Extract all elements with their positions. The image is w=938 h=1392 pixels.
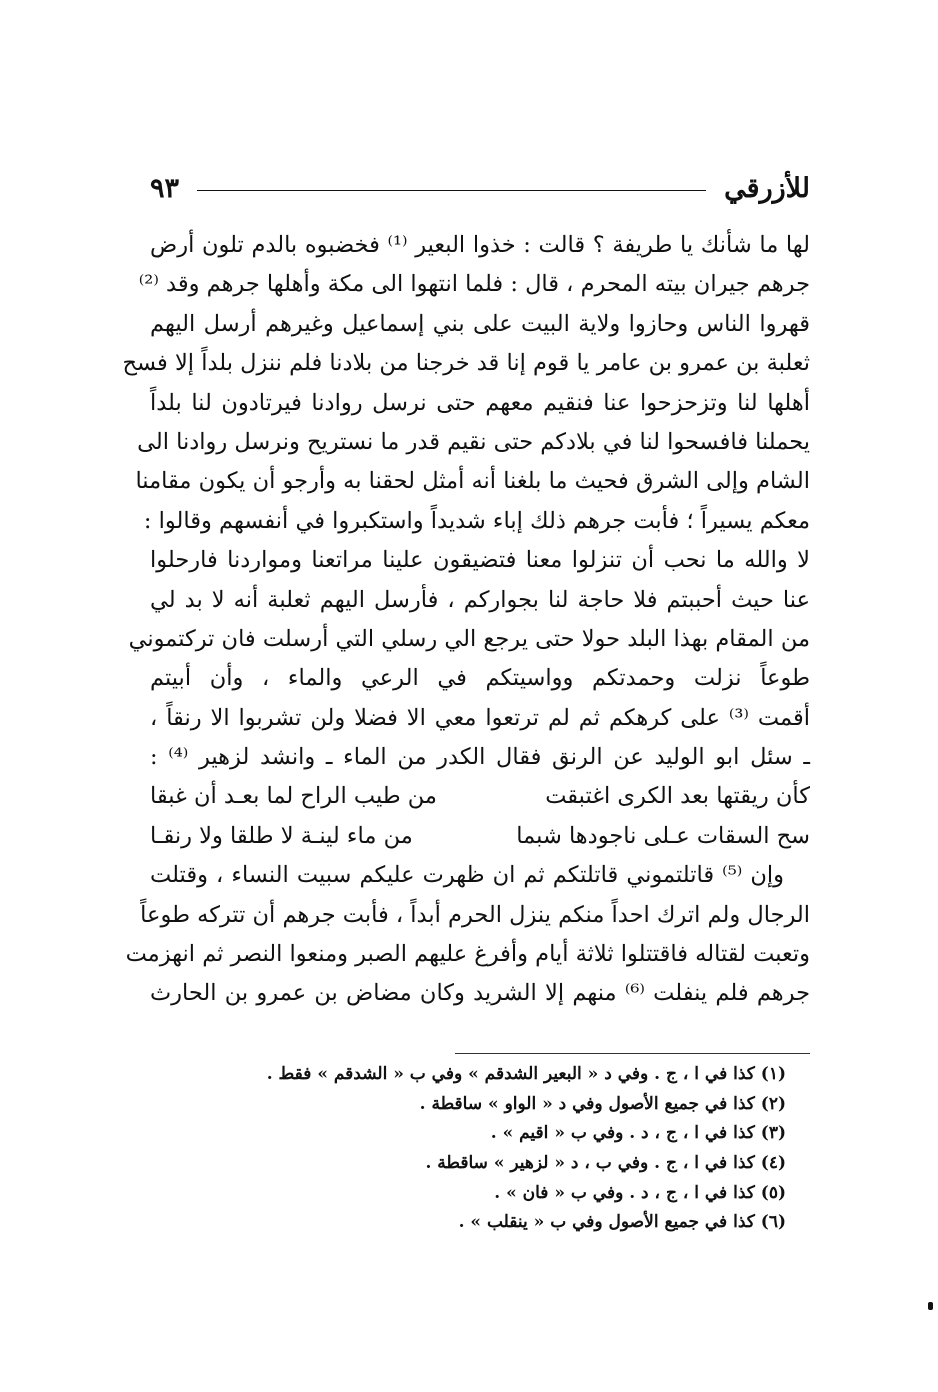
text-line: وتعبت لقتاله فاقتتلوا ثلاثة أيام وأفرغ عليهم الصبر ومنعوا النصر ثم انهزمت bbox=[125, 941, 810, 968]
text-line: أقمت ⁽³⁾ على كرهكم ثم لم ترتعوا معي الا فضلا ولن تشربوا الا رنقاً ، bbox=[150, 704, 810, 731]
verse-first-hemistich: كأن ريقتها بعد الكرى اغتبقت bbox=[545, 783, 810, 810]
verse-second-hemistich: من طيب الراح لما بعـد أن غبقا bbox=[150, 783, 437, 810]
text-line: جرهم فلم ينفلت ⁽⁶⁾ منهم إلا الشريد وكان مضاض بن عمرو بن الحارث bbox=[150, 980, 810, 1007]
text-line: قهروا الناس وحازوا ولاية البيت على بني إسماعيل وغيرهم أرسل اليهم bbox=[150, 310, 810, 337]
verse-line bbox=[150, 777, 810, 816]
text-line: لا والله ما نحب أن تنزلوا معنا فتضيقون علينا مراتعنا ومواردنا فارحلوا bbox=[150, 547, 810, 574]
text-line: معكم يسيراً ؛ فأبت جرهم ذلك إباء شديداً واستكبروا في أنفسهم وقالوا : bbox=[143, 507, 810, 534]
footnote: (٣) كذا في ا ، ج ، د . وفي ب « اقيم » . bbox=[490, 1123, 786, 1144]
header-rule bbox=[197, 190, 706, 191]
scan-speck bbox=[928, 1302, 933, 1310]
verse-second-hemistich: من ماء لينـة لا طلقا ولا رنقـا bbox=[150, 822, 413, 849]
text-line: ـ سئل ابو الوليد عن الرنق فقال الكدر من الماء ـ وانشد لزهير ⁽⁴⁾ : bbox=[150, 744, 810, 771]
main-text bbox=[122, 226, 810, 1014]
running-header bbox=[150, 168, 810, 208]
text-line: طوعاً نزلت وحمدتكم وواسيتكم في الرعي والماء ، وأن أبيتم bbox=[150, 665, 810, 692]
footnote: (٥) كذا في ا ، ج ، د . وفي ب « فان » . bbox=[494, 1182, 786, 1203]
text-line: ثعلبة بن عمرو بن عامر يا قوم إنا قد خرجنا من بلادنا فلم ننزل بلداً إلا فسح bbox=[122, 350, 810, 377]
text-line: الرجال ولم اترك احداً منكم ينزل الحرم أبداً ، فأبت جرهم أن تتركه طوعاً bbox=[140, 901, 810, 928]
footnote: (١) كذا في ا ، ج . وفي د « البعير الشدقم » وفي ب « الشدقم » فقط . bbox=[266, 1064, 786, 1084]
text-line: أهلها لنا وتزحزحوا عنا فنقيم معهم حتى نرسل روادنا فيرتادون لنا بلداً bbox=[150, 389, 810, 416]
text-line: يحملنا فافسحوا لنا في بلادكم حتى نقيم قدر ما نستريح ونرسل روادنا الى bbox=[137, 428, 810, 455]
text-line: من المقام بهذا البلد حولا حتى يرجع الي رسلي التي أرسلت فان تركتموني bbox=[128, 625, 810, 652]
footnotes bbox=[150, 1060, 786, 1238]
footnote-separator bbox=[455, 1053, 810, 1054]
text-line: عنا حيث أحببتم فلا حاجة لنا بجواركم ، فأرسل اليهم ثعلبة أنه لا بد لي bbox=[150, 586, 810, 613]
text-line: وإن ⁽⁵⁾ قاتلتموني قاتلتكم ثم ان ظهرت عليكم سبيت النساء ، وقتلت bbox=[150, 862, 784, 889]
text-line: جرهم جيران بيته المحرم ، قال : فلما انتهوا الى مكة وأهلها جرهم وقد ⁽²⁾ bbox=[138, 271, 810, 298]
page-number: ٩٣ bbox=[150, 172, 180, 204]
text-line: الشام وإلى الشرق فحيث ما بلغنا أنه أمثل لحقنا به وأرجو أن يكون مقامنا bbox=[135, 468, 810, 495]
footnote: (٢) كذا في جميع الأصول وفي د « الواو » ساقطة . bbox=[419, 1093, 786, 1114]
footnote: (٦) كذا في جميع الأصول وفي ب « ينقلب » . bbox=[458, 1212, 786, 1233]
text-line: لها ما شأنك يا طريفة ؟ قالت : خذوا البعير ⁽¹⁾ فخضبوه بالدم تلون أرض bbox=[150, 232, 810, 258]
footnote: (٤) كذا في ا ، ج . وفي ب ، د « لزهير » ساقطة . bbox=[425, 1153, 786, 1174]
verse-line bbox=[150, 817, 810, 856]
verse-first-hemistich: سح السقات عـلى ناجودها شبما bbox=[516, 822, 810, 849]
running-title: للأزرقي bbox=[724, 172, 810, 204]
